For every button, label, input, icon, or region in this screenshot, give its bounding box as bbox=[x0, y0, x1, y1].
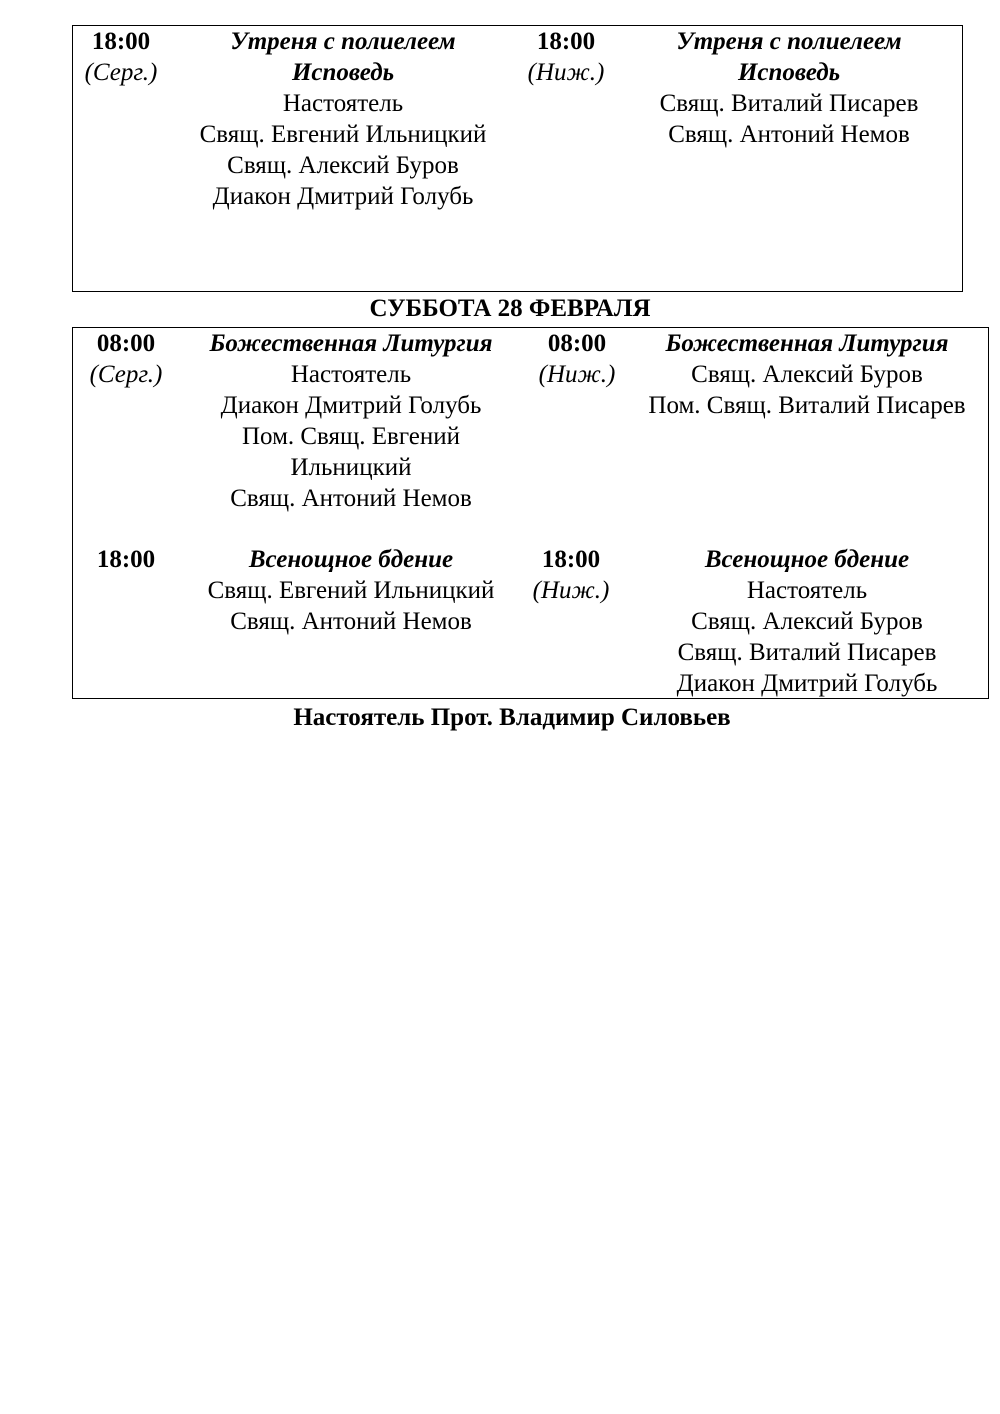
service-name: Всенощное бдение bbox=[704, 546, 910, 573]
service-name: Утреня с полиелеем bbox=[230, 28, 456, 55]
clergy-name: Свящ. Алексий Буров bbox=[691, 361, 923, 388]
clergy-name: Настоятель bbox=[290, 361, 412, 388]
clergy-name: Свящ. Антоний Немов bbox=[230, 608, 472, 635]
time-cell-right bbox=[518, 26, 614, 88]
clergy-name: Ильницкий bbox=[290, 454, 412, 481]
clergy-name: Свящ. Алексий Буров bbox=[227, 152, 459, 179]
clergy-name: Настоятель bbox=[282, 90, 404, 117]
clergy-name: Пом. Свящ. Евгений bbox=[241, 423, 461, 450]
service-name: Исповедь bbox=[291, 59, 395, 86]
service-name: Всенощное бдение bbox=[248, 546, 454, 573]
service-time: 08:00 bbox=[547, 330, 607, 357]
service-location: (Ниж.) bbox=[527, 59, 605, 86]
rector-signature: Настоятель Прот. Владимир Силовьев bbox=[293, 704, 731, 731]
service-name: Божественная Литургия bbox=[665, 330, 949, 357]
day-heading: СУББОТА 28 ФЕВРАЛЯ bbox=[369, 295, 651, 322]
service-time: 18:00 bbox=[541, 546, 601, 573]
service-name: Божественная Литургия bbox=[209, 330, 493, 357]
schedule-table-saturday bbox=[72, 327, 989, 699]
service-cell-left bbox=[183, 26, 503, 212]
clergy-name: Диакон Дмитрий Голубь bbox=[212, 183, 474, 210]
clergy-name: Диакон Дмитрий Голубь bbox=[676, 670, 938, 697]
time-cell-left bbox=[73, 26, 169, 88]
clergy-name: Пом. Свящ. Виталий Писарев bbox=[648, 392, 966, 419]
service-time: 08:00 bbox=[96, 330, 156, 357]
service-name: Утреня с полиелеем bbox=[676, 28, 902, 55]
time-cell-left bbox=[73, 544, 179, 575]
service-location: (Ниж.) bbox=[532, 577, 610, 604]
service-cell-left bbox=[191, 328, 511, 514]
clergy-name: Свящ. Алексий Буров bbox=[691, 608, 923, 635]
clergy-name: Настоятель bbox=[746, 577, 868, 604]
clergy-name: Свящ. Антоний Немов bbox=[668, 121, 910, 148]
time-cell-left bbox=[73, 328, 179, 390]
service-location: (Серг.) bbox=[84, 59, 158, 86]
clergy-name: Свящ. Виталий Писарев bbox=[659, 90, 919, 117]
service-cell-right bbox=[629, 26, 949, 150]
service-cell-left bbox=[191, 544, 511, 637]
service-cell-right bbox=[631, 328, 983, 421]
clergy-name: Свящ. Евгений Ильницкий bbox=[199, 121, 487, 148]
time-cell-right bbox=[529, 328, 625, 390]
time-cell-right bbox=[523, 544, 619, 606]
service-time: 18:00 bbox=[96, 546, 156, 573]
service-location: (Серг.) bbox=[89, 361, 163, 388]
clergy-name: Свящ. Антоний Немов bbox=[230, 485, 472, 512]
service-time: 18:00 bbox=[91, 28, 151, 55]
service-name: Исповедь bbox=[737, 59, 841, 86]
clergy-name: Свящ. Виталий Писарев bbox=[677, 639, 937, 666]
clergy-name: Свящ. Евгений Ильницкий bbox=[207, 577, 495, 604]
clergy-name: Диакон Дмитрий Голубь bbox=[220, 392, 482, 419]
service-cell-right bbox=[631, 544, 983, 699]
schedule-table-evening-prev bbox=[72, 25, 963, 292]
service-time: 18:00 bbox=[536, 28, 596, 55]
service-location: (Ниж.) bbox=[538, 361, 616, 388]
